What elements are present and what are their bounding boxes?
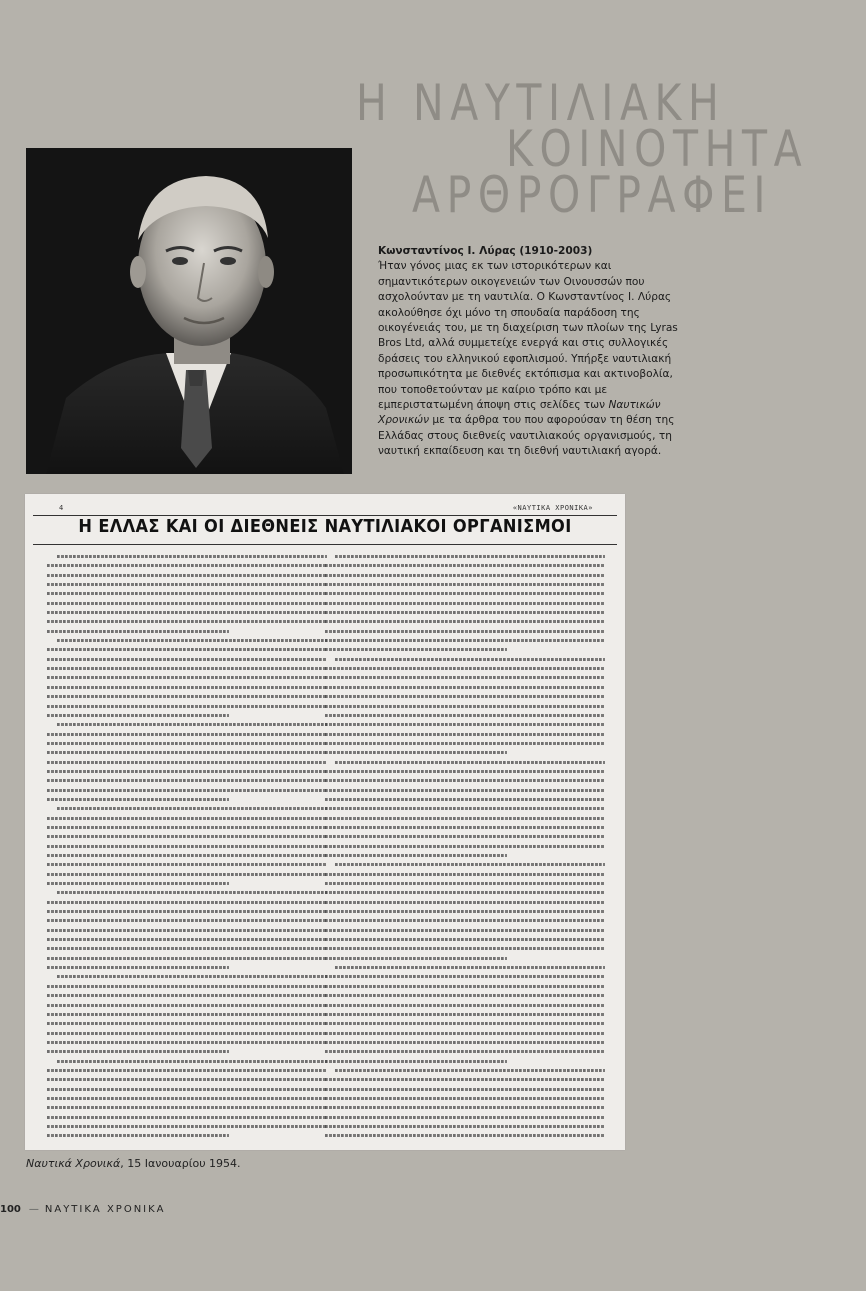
portrait-photo — [26, 148, 352, 474]
scan-text-line — [325, 916, 605, 925]
scan-text-line — [325, 655, 605, 664]
bio-name: Κωνσταντίνος Ι. Λύρας (1910-2003) — [378, 245, 593, 257]
scan-text-line — [47, 982, 327, 991]
scan-text-line — [47, 888, 327, 897]
scan-text-line — [325, 1103, 605, 1112]
scan-text-line — [325, 954, 605, 963]
scan-text-line — [325, 1047, 605, 1056]
scan-text-line — [325, 1066, 605, 1075]
scan-text-line — [47, 720, 327, 729]
scan-text-line — [47, 972, 327, 981]
footer-page-number: 100 — [0, 1204, 21, 1215]
scan-text-line — [47, 1019, 327, 1028]
scan-text-line — [325, 907, 605, 916]
scan-text-line — [325, 795, 605, 804]
scan-text-line — [325, 1019, 605, 1028]
scan-text-line — [47, 1094, 327, 1103]
scan-text-line — [47, 561, 327, 570]
scan-text-line — [325, 879, 605, 888]
scan-text-line — [325, 711, 605, 720]
scan-text-line — [325, 842, 605, 851]
scan-text-line — [325, 580, 605, 589]
scan-text-line — [47, 1113, 327, 1122]
scan-text-line — [325, 673, 605, 682]
scan-text-line — [325, 1113, 605, 1122]
heading-line-1: Η ΝΑΥΤΙΛΙΑΚΗ — [356, 74, 726, 132]
scan-text-line — [47, 1122, 327, 1131]
scan-text-line — [47, 851, 327, 860]
scan-text-line — [325, 982, 605, 991]
scan-text-line — [47, 935, 327, 944]
scan-text-line — [325, 870, 605, 879]
scan-text-line — [325, 991, 605, 1000]
scan-text-line — [47, 1001, 327, 1010]
scan-text-line — [47, 1038, 327, 1047]
newspaper-clipping — [25, 494, 625, 1150]
scan-text-line — [47, 1010, 327, 1019]
scan-text-line — [47, 1103, 327, 1112]
scan-text-line — [47, 842, 327, 851]
scan-text-line — [325, 552, 605, 561]
scan-text-line — [47, 552, 327, 561]
scan-text-line — [47, 580, 327, 589]
clipping-caption — [26, 1157, 241, 1170]
scan-text-line — [47, 645, 327, 654]
footer-dash: — — [28, 1204, 39, 1215]
scan-text-line — [47, 860, 327, 869]
scan-text-line — [47, 991, 327, 1000]
scan-text-line — [47, 1131, 327, 1140]
scan-text-line — [47, 804, 327, 813]
scan-text-line — [325, 1131, 605, 1140]
scan-text-line — [325, 664, 605, 673]
scan-text-line — [47, 1066, 327, 1075]
scan-text-line — [325, 786, 605, 795]
scan-text-line — [325, 1029, 605, 1038]
scan-text-line — [325, 636, 605, 645]
scan-text-line — [47, 1029, 327, 1038]
scan-text-line — [47, 870, 327, 879]
scan-text-line — [47, 711, 327, 720]
scan-text-line — [47, 916, 327, 925]
scan-text-line — [47, 617, 327, 626]
scan-text-line — [325, 963, 605, 972]
scan-text-line — [47, 944, 327, 953]
scan-text-line — [47, 823, 327, 832]
scan-text-line — [325, 1057, 605, 1066]
scan-text-line — [47, 730, 327, 739]
scan-text-line — [47, 898, 327, 907]
clipping-text-lines — [47, 552, 327, 1141]
scan-text-line — [325, 832, 605, 841]
clipping-rule-bottom — [33, 544, 617, 545]
scan-text-line — [47, 767, 327, 776]
scan-text-line — [47, 907, 327, 916]
scan-text-line — [325, 851, 605, 860]
scan-text-line — [325, 814, 605, 823]
scan-text-line — [325, 926, 605, 935]
scan-text-line — [325, 944, 605, 953]
scan-text-line — [47, 739, 327, 748]
scan-text-line — [47, 599, 327, 608]
scan-text-line — [47, 636, 327, 645]
clipping-title: Η ΕΛΛΑΣ ΚΑΙ ΟΙ ΔΙΕΘΝΕΙΣ ΝΑΥΤΙΛΙΑΚΟΙ ΟΡΓΑΝΙΣΜΟΙ — [78, 516, 572, 537]
scan-text-line — [325, 645, 605, 654]
scan-text-line — [325, 758, 605, 767]
scan-text-line — [325, 804, 605, 813]
scan-text-line — [325, 1075, 605, 1084]
scan-text-line — [47, 963, 327, 972]
scan-text-line — [47, 1075, 327, 1084]
scan-text-line — [47, 814, 327, 823]
scan-text-line — [47, 832, 327, 841]
scan-text-line — [325, 1001, 605, 1010]
scan-text-line — [325, 1122, 605, 1131]
scan-text-line — [47, 664, 327, 673]
scan-text-line — [47, 683, 327, 692]
scan-text-line — [47, 702, 327, 711]
scan-text-line — [325, 823, 605, 832]
scan-text-line — [47, 589, 327, 598]
scan-text-line — [325, 748, 605, 757]
scan-text-line — [325, 561, 605, 570]
clipping-text-lines — [325, 552, 605, 1141]
heading-line-2: ΚΟΙΝΟΤΗΤΑ — [506, 120, 809, 178]
scan-text-line — [47, 786, 327, 795]
clipping-header — [33, 504, 617, 514]
scan-text-line — [325, 702, 605, 711]
scan-text-line — [325, 1010, 605, 1019]
bio-text-italic: Ναυτικών Χρονικών — [378, 399, 661, 427]
caption-rest: , 15 Ιανουαρίου 1954. — [120, 1157, 241, 1170]
scan-text-line — [47, 655, 327, 664]
scan-text-line — [325, 683, 605, 692]
scan-text-line — [325, 972, 605, 981]
scan-text-line — [47, 758, 327, 767]
biography-text — [378, 244, 678, 460]
scan-text-line — [47, 673, 327, 682]
scan-text-line — [325, 571, 605, 580]
scan-text-line — [325, 692, 605, 701]
scan-text-line — [325, 898, 605, 907]
article-heading — [350, 74, 809, 224]
scan-text-line — [47, 692, 327, 701]
scan-text-line — [325, 608, 605, 617]
scan-text-line — [325, 767, 605, 776]
scan-text-line — [47, 776, 327, 785]
scan-text-line — [325, 589, 605, 598]
bio-text-part-1: Ήταν γόνος μιας εκ των ιστορικότερων και σημαντικότερων οικογενειών των Οινουσσών που ασχολούνταν με τη ναυτιλία. Ο Κωνσταντίνος Ι. Λύρας ακολούθησε όχι μόνο τη σπουδαία παράδοση της οικογένειάς του, με τη διαχείριση των πλοίων της Lyras Bros Ltd, αλλά συμμετείχε ενεργά και στις συλλογικές δράσεις του ελληνικού εφοπλισμού. Υπήρξε ναυτιλιακή προσωπικότητα με διεθνές εκτόπισμα και ακτινοβολία, που τοποθετούνταν με καίριο τρόπο και με εμπεριστατωμένη άποψη στις σελίδες των — [378, 260, 678, 412]
scan-text-line — [47, 608, 327, 617]
scan-text-line — [325, 627, 605, 636]
clipping-running-head: «ΝΑΥΤΙΚΑ ΧΡΟΝΙΚΑ» — [512, 504, 593, 512]
caption-italic: Ναυτικά Χρονικά — [26, 1157, 121, 1170]
scan-text-line — [325, 617, 605, 626]
heading-line-3: ΑΡΘΡΟΓΡΑΦΕΙ — [412, 166, 773, 224]
portrait-illustration — [26, 148, 352, 474]
scan-text-line — [47, 1057, 327, 1066]
scan-text-line — [47, 879, 327, 888]
scan-text-line — [325, 860, 605, 869]
scan-text-line — [325, 1094, 605, 1103]
scan-text-line — [47, 795, 327, 804]
scan-text-line — [325, 1038, 605, 1047]
page-footer — [0, 1204, 166, 1215]
scan-text-line — [47, 627, 327, 636]
scan-text-line — [325, 599, 605, 608]
bio-text-part-2: με τα άρθρα του που αφορούσαν τη θέση της Ελλάδας στους διεθνείς ναυτιλιακούς οργανισμούς, τη ναυτική εκπαίδευση και τη διεθνή ναυτιλιακή αγορά. — [378, 414, 675, 458]
scan-text-line — [47, 954, 327, 963]
clipping-page-number: 4 — [59, 504, 64, 512]
scan-text-line — [325, 776, 605, 785]
scan-text-line — [47, 1047, 327, 1056]
clipping-column-left — [47, 552, 327, 1142]
scan-text-line — [325, 739, 605, 748]
footer-magazine-name: ΝΑΥΤΙΚΑ ΧΡΟΝΙΚΑ — [44, 1204, 166, 1215]
scan-text-line — [325, 935, 605, 944]
scan-text-line — [47, 571, 327, 580]
clipping-column-right — [325, 552, 605, 1142]
scan-text-line — [325, 730, 605, 739]
scan-text-line — [47, 748, 327, 757]
scan-text-line — [47, 1085, 327, 1094]
scan-text-line — [47, 926, 327, 935]
scan-text-line — [325, 888, 605, 897]
scan-text-line — [325, 720, 605, 729]
scan-text-line — [325, 1085, 605, 1094]
